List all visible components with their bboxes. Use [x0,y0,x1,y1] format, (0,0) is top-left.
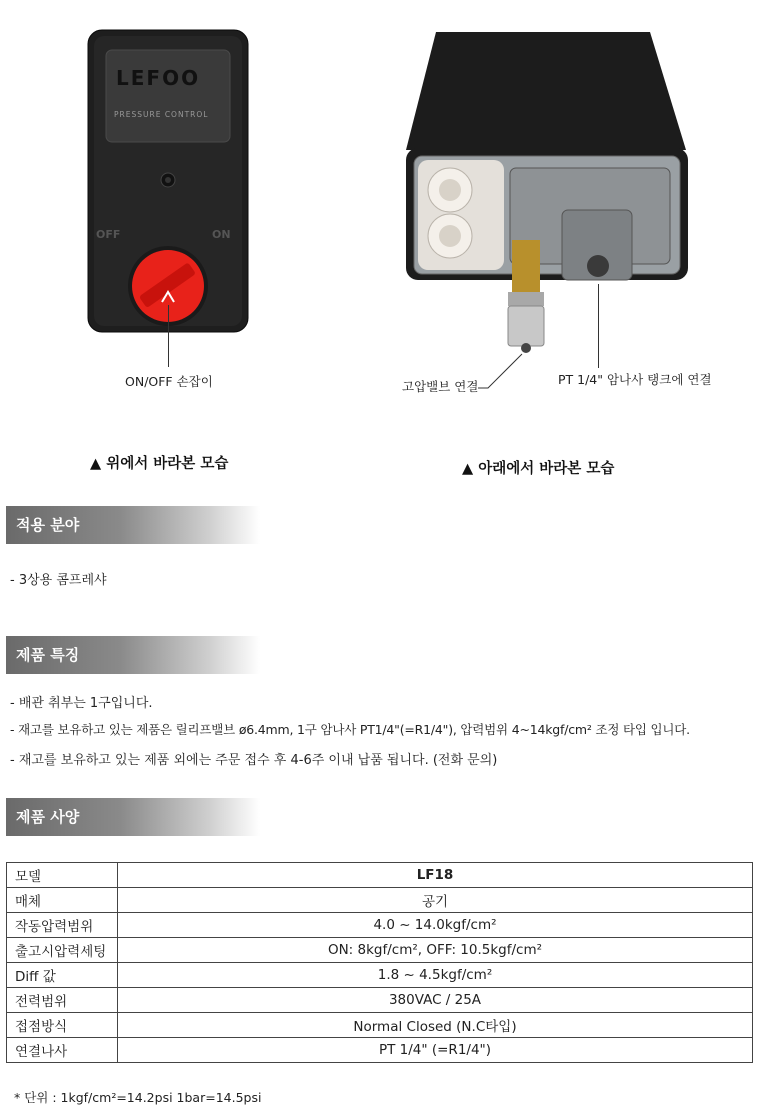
spec-label: 접점방식 [7,1013,118,1038]
bottom-view-caption: ▲ 아래에서 바라본 모습 [462,461,615,477]
table-row [7,913,753,938]
table-row [7,988,753,1013]
brand-subtitle: PRESSURE CONTROL [114,110,209,119]
port-callout-line [598,284,599,368]
spec-table [6,862,753,1063]
brand-logo: LEFOO [116,66,201,90]
spec-label: 연결나사 [7,1038,118,1063]
spec-label: 매체 [7,888,118,913]
bottom-view-image [402,30,694,360]
off-label: OFF [96,228,121,241]
valve-callout-label: 고압밸브 연결 [402,379,479,394]
section-header-spec: 제품 사양 [6,798,260,836]
port-callout-label: PT 1/4" 암나사 탱크에 연결 [558,372,712,387]
top-view-caption: ▲ 위에서 바라본 모습 [90,456,229,472]
spec-label: 작동압력범위 [7,913,118,938]
spec-value: Normal Closed (N.C타입) [118,1013,753,1038]
table-row [7,938,753,963]
spec-label: 출고시압력세팅 [7,938,118,963]
table-row [7,963,753,988]
feature-item: - 재고를 보유하고 있는 제품은 릴리프밸브 ø6.4mm, 1구 암나사 PT1/4"(=R1/4"), 압력범위 4~14kgf/cm² 조정 타입 입니다. [10,722,690,737]
spec-value: ON: 8kgf/cm², OFF: 10.5kgf/cm² [118,938,753,963]
spec-value: 380VAC / 25A [118,988,753,1013]
pressure-switch-bottom-illustration [402,30,694,360]
spec-value: PT 1/4" (=R1/4") [118,1038,753,1063]
table-row [7,888,753,913]
knob-callout-line [168,305,169,367]
spec-value: 공기 [118,888,753,913]
valve-callout-line [478,352,528,392]
unit-note: * 단위 : 1kgf/cm²=14.2psi 1bar=14.5psi [14,1090,262,1105]
section-header-application: 적용 분야 [6,506,260,544]
table-row [7,863,753,888]
spec-value: 4.0 ~ 14.0kgf/cm² [118,913,753,938]
spec-label: 모델 [7,863,118,888]
table-row [7,1038,753,1063]
spec-label: Diff 값 [7,963,118,988]
spec-value: 1.8 ~ 4.5kgf/cm² [118,963,753,988]
spec-value: LF18 [118,863,753,888]
knob-callout-label: ON/OFF 손잡이 [125,374,213,389]
feature-item: - 배관 취부는 1구입니다. [10,696,153,711]
feature-item: - 재고를 보유하고 있는 제품 외에는 주문 접수 후 4-6주 이내 납품 됩니다. (전화 문의) [10,753,498,768]
on-label: ON [212,228,231,241]
table-row [7,1013,753,1038]
application-item: - 3상용 콤프레샤 [10,573,107,588]
section-header-features: 제품 특징 [6,636,260,674]
spec-label: 전력범위 [7,988,118,1013]
